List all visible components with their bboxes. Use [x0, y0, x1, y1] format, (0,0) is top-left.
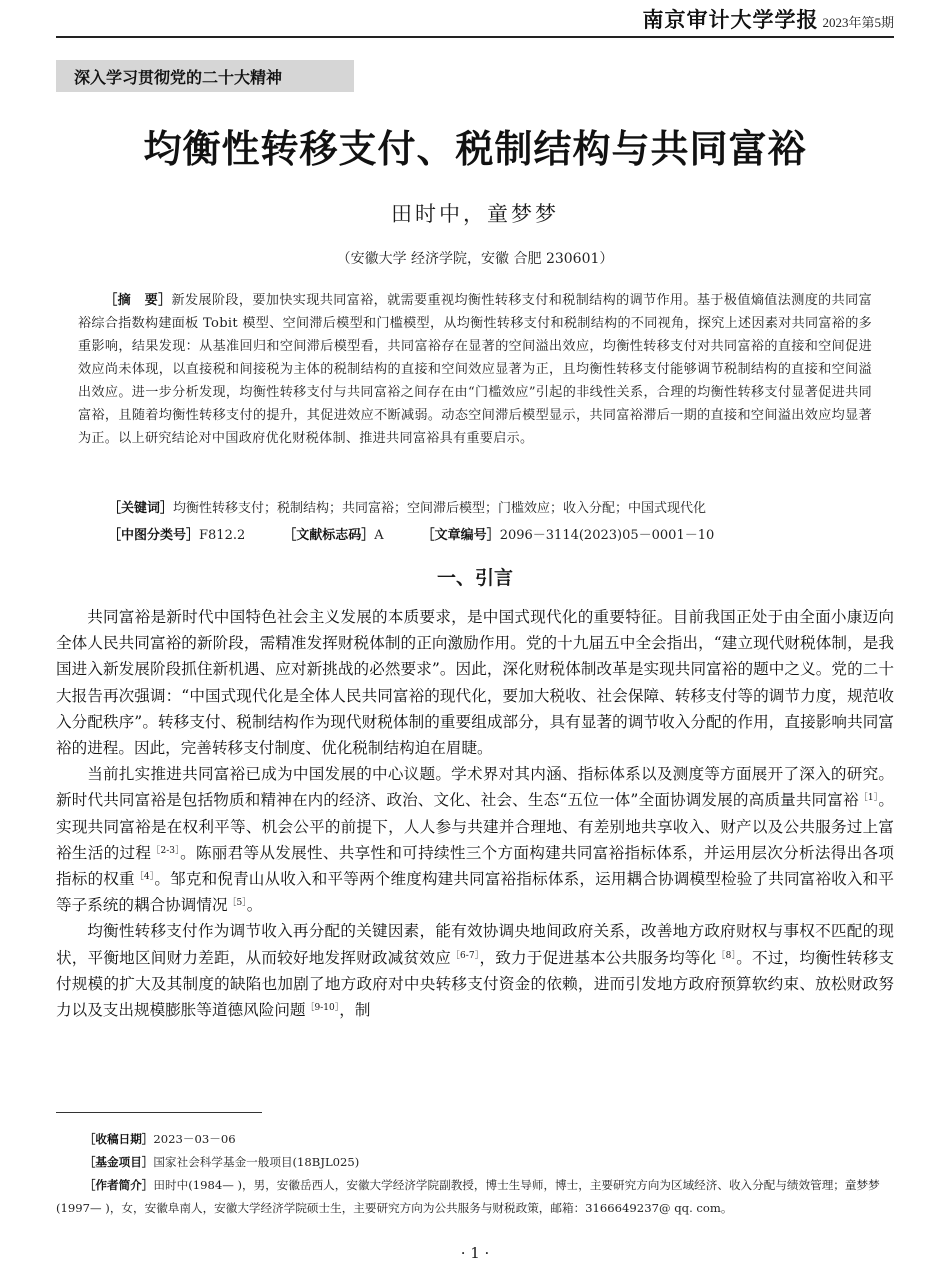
column-tag: 深入学习贯彻党的二十大精神 — [56, 60, 354, 92]
keywords-text: 均衡性转移支付；税制结构；共同富裕；空间滞后模型；门槛效应；收入分配；中国式现代化 — [173, 501, 707, 516]
article-number-value: 2096－3114(2023)05－0001－10 — [499, 528, 715, 543]
section-heading: 一、引言 — [436, 567, 513, 589]
affiliation: （安徽大学 经济学院，安徽 合肥 230601） — [336, 251, 614, 267]
keywords — [108, 497, 706, 516]
citation: ［8］ — [716, 950, 737, 961]
keywords-label: ［关键词］ — [108, 501, 174, 516]
doc-code — [283, 524, 383, 543]
classification-row — [108, 524, 714, 543]
article-number-label: ［文章编号］ — [421, 528, 500, 543]
received-label: ［收稿日期］ — [83, 1132, 154, 1146]
authors: 田时中，童梦梦 — [391, 202, 559, 226]
footnote-received — [56, 1128, 894, 1151]
body-text — [56, 604, 894, 1023]
paragraph-1: 共同富裕是新时代中国特色社会主义发展的本质要求，是中国式现代化的重要特征。目前我国正处于由全面小康迈向全体人民共同富裕的新阶段，需精准发挥财税体制的正向激励作用。党的十九届五中全会指出，“建立现代财税体制，是我国进入新发展阶段抓住新机遇、应对新挑战的必然要求”。因此，深化财税体制改革是实现共同富裕的题中之义。党的二十大报告再次强调：“中国式现代化是全体人民共同富裕的现代化，要加大税收、社会保障、转移支付等的调节力度，规范收入分配秩序”。转移支付、税制结构作为现代财税体制的重要组成部分，具有显著的调节收入分配的作用，直接影响共同富裕的进程。因此，完善转移支付制度、优化税制结构迫在眉睫。 — [56, 608, 894, 758]
fund-text: 国家社会科学基金一般项目(18BJL025) — [153, 1155, 360, 1169]
p2-text-d: 。邹克和倪青山从收入和平等两个维度构建共同富裕指标体系，运用耦合协调模型检验了共同富裕收入和平等子系统的耦合协调情况 — [56, 870, 894, 915]
paragraph-2 — [56, 761, 894, 918]
footnote-author — [56, 1174, 894, 1220]
abstract-label: ［摘 要］ — [104, 293, 172, 308]
doc-code-label: ［文献标志码］ — [283, 528, 375, 543]
citation: ［6-7］ — [450, 950, 480, 961]
citation: ［1］ — [858, 793, 879, 804]
citation: ［4］ — [134, 872, 155, 883]
author-bio-label: ［作者简介］ — [83, 1178, 154, 1192]
p3-text-c: 。不过，均衡性转移支付规模的扩大及其制度的缺陷也加剧了地方政府对中央转移支付资金的依赖，进而引发地方政府预算软约束、放松财政努力以及支出规模膨胀等道德风险问题 — [56, 948, 894, 1020]
article-number — [422, 524, 715, 543]
doc-code-value: A — [374, 528, 384, 543]
p2-text-a: 当前扎实推进共同富裕已成为中国发展的中心议题。学术界对其内涵、指标体系以及测度等方面展开了深入的研究。新时代共同富裕是包括物质和精神在内的经济、政治、文化、社会、生态“五位一体”全面协调发展的高质量共同富裕 — [56, 765, 894, 810]
page-number: · 1 · — [460, 1244, 490, 1262]
clc — [108, 524, 245, 543]
clc-value: F812.2 — [199, 528, 246, 543]
author-bio-text: 田时中(1984— )，男，安徽岳西人，安徽大学经济学院副教授，博士生导师，博士，主要研究方向为区域经济、收入分配与绩效管理；童梦梦(1997— )，女，安徽阜南人，安徽大学经济学院硕士生，主要研究方向为公共服务与财税政策，邮箱：3166649237@ qq. com。 — [56, 1178, 880, 1215]
journal-name: 南京审计大学学报 — [642, 7, 819, 32]
p2-text-c: 。陈丽君等从发展性、共享性和可持续性三个方面构建共同富裕指标体系，并运用层次分析法得出各项指标的权重 — [56, 843, 894, 889]
received-date: 2023－03－06 — [153, 1132, 236, 1146]
abstract-text: 新发展阶段，要加快实现共同富裕，就需要重视均衡性转移支付和税制结构的调节作用。基于极值熵值法测度的共同富裕综合指数构建面板 Tobit 模型、空间滞后模型和门槛模型，从均衡性转移支付和税制结构的不同视角，探究上述因素对共同富裕的多重影响，结果发现：从基准回归和空间滞后模型看，共同富裕存在显著的空间溢出效应，均衡性转移支付对共同富裕的直接和空间促进效应尚未体现，以直接税和间接税为主体的税制结构的直接和空间效应显著为正，且均衡性转移支付能够调节税制结构的直接和空间溢出效应。进一步分析发现，均衡性转移支付与共同富裕之间存在由“门槛效应”引起的非线性关系，合理的均衡性转移支付显著促进共同富裕，且随着均衡性转移支付的提升，其促进效应不断减弱。动态空间滞后模型显示，共同富裕滞后一期的直接和空间溢出效应均显著为正。以上研究结论对中国政府优化财税体制、推进共同富裕具有重要启示。 — [78, 293, 872, 446]
p2-text-b: 。实现共同富裕是在权利平等、机会公平的前提下，人人参与共建并合理地、有差别地共享收入、财产以及公共服务过上富裕生活的过程 — [56, 791, 894, 862]
citation: ［9-10］ — [305, 1003, 340, 1014]
footnote-divider — [56, 1112, 262, 1113]
issue-number: 2023年第5期 — [822, 15, 894, 30]
paragraph-3 — [56, 918, 894, 1023]
p3-text-a: 均衡性转移支付作为调节收入再分配的关键因素，能有效协调央地间政府关系，改善地方政府财权与事权不匹配的现状，平衡地区间财力差距，从而较好地发挥财政减贫效应 — [56, 922, 894, 967]
citation: ［2-3］ — [151, 845, 181, 856]
p2-text-e: 。 — [246, 896, 263, 915]
clc-label: ［中图分类号］ — [108, 528, 200, 543]
fund-label: ［基金项目］ — [83, 1155, 154, 1169]
citation: ［5］ — [227, 898, 247, 909]
header-right — [642, 4, 894, 34]
running-header — [56, 0, 894, 38]
footnote-fund — [56, 1151, 894, 1174]
p3-text-d: ，制 — [339, 1001, 371, 1020]
footnotes — [56, 1128, 894, 1220]
paper-title: 均衡性转移支付、税制结构与共同富裕 — [143, 127, 807, 171]
p3-text-b: ，致力于促进基本公共服务均等化 — [479, 948, 717, 967]
abstract — [78, 289, 872, 450]
